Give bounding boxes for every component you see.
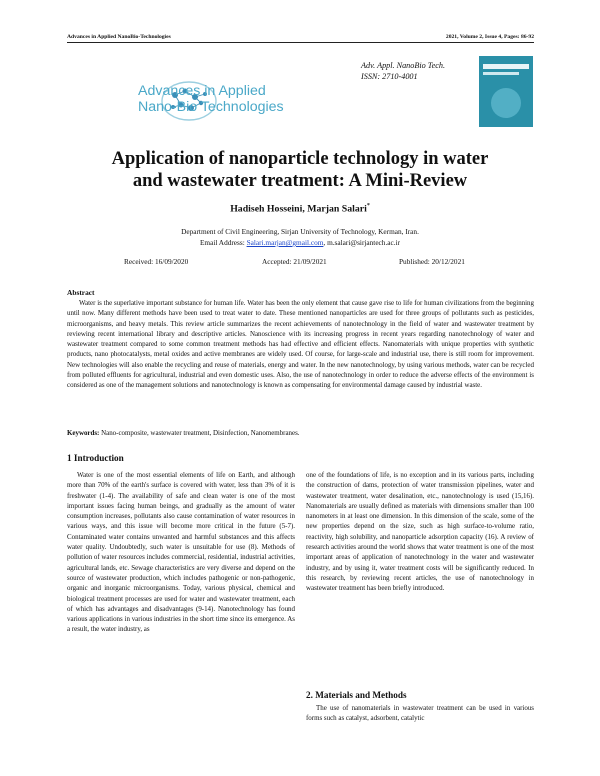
published-date: Published: 20/12/2021 [399,257,465,266]
accepted-date: Accepted: 21/09/2021 [262,257,327,266]
keywords-list: Nano-composite, wastewater treatment, Disinfection, Nanomembranes. [101,429,300,437]
section-1-heading: 1 Introduction [67,453,124,463]
email-separator: , [323,238,326,247]
intro-column-left [67,470,295,635]
affiliation: Department of Civil Engineering, Sirjan University of Technology, Kerman, Iran. [181,227,419,236]
intro-column-right [306,470,534,594]
affiliation-block [60,226,540,248]
journal-abbreviation [361,60,445,82]
methods-column [306,703,534,724]
title-line-2: and wastewater treatment: A Mini-Review [132,171,468,191]
logo-text-line1: Advances in Applied [138,83,266,99]
abstract-text: Water is the superlative important substance for human life. Water has been the only element that cause gave rise to life for human civilizations from the beginning until now. Many different methods have been used to treat water to date. These mentioned nanoparticles are used for three groups of pollutants such as pesticides, microorganisms, and heavy metals. This review article summarizes the recent achievements of nanotechnology in the field of water and wastewater treatment by reviewing recent international library and descriptive articles. Nanoscience with its increasing progress in recent years regarding nanotechnology of water and wastewater treatment compared to some common treatment methods has had effective and efficient effects. Nanomaterials with unique properties with synthetic products, nano photocatalysts, metal oxides and active membranes are widely used. Of course, for large-scale and industrial use, there is still room for improvement. New technologies will also enable the recycling and reuse of materials, energy and water. In the new nanotechnology, by using various methods, water can be recycled from polluted effluents for agricultural, industrial and even domestic uses. Also, the use of nanotechnology in order to reduce the adverse effects of the environment is considered as one of the management solutions and nanotechnology is known as compensating for environmental damage caused by industrial waste. [67,299,534,389]
section-2-heading: 2. Materials and Methods [306,690,407,700]
abstract-heading: Abstract [67,288,95,297]
journal-abbr-text: Adv. Appl. NanoBio Tech. [361,61,445,70]
intro-paragraph-left: Water is one of the most essential elements of life on Earth, and although more than 70% of the earth's surface is covered with water, less than 3% of it is freshwater (1-4). The availability of safe and clean water is one of the most important issues facing human beings, and gradually as the amount of water consumption increases, pollutants also cause contamination of water resources in various ways, and this issue will become more critical in the future (5-7). Contaminated water contains unwanted and harmful substances and this affects water quality. Undoubtedly, such water is unsuitable for use (8). Methods of pollution of water resources includes commercial, residential, industrial activities, agricultural lands, etc. Sewage characteristics are very diverse and depend on the source of wastewater production, which includes pathogenic or non-pathogenic, organic and inorganic microorganisms. Today, various physical, chemical and biological treatment processes are used for water and wastewater treatment, each of which has advantages and disadvantages (9-14). Nanotechnology has found various applications in various industries in the short time since its emergence. As a result, the water industry, as [67,471,295,634]
header-rule [67,42,534,43]
email-2: m.salari@sirjantech.ac.ir [327,238,401,247]
corresponding-mark: * [366,203,370,209]
journal-issn: ISSN: 2710-4001 [361,72,418,81]
running-header-journal: Advances in Applied NanoBio-Technologies [67,34,171,40]
article-title [60,148,540,192]
abstract-body [67,298,534,390]
authors-text: Hadiseh Hosseini, Marjan Salari [230,203,367,215]
intro-paragraph-right: one of the foundations of life, is no exception and in its various parts, including the construction of dams, protection of water transmission pipelines, water and wastewater treatment, water desalination, etc., nanotechnology is used (15,16). Nanomaterials are usually defined as materials with dimensions smaller than 100 nanometers in at least one dimension. In this dimension of the scale, some of the new properties depend on the size, such as high surface-to-volume ratio, reactivity, high solubility, and nanoparticle adsorption capacity (16). A review of research activities around the world shows that water treatment is one of the most important areas of application of nanotechnology in the water and wastewater industry, and by using it, water treatment costs will be significantly reduced. In this research, by reviewing recent articles, the use of nanotechnology in wastewater treatment has been briefly introduced. [306,471,534,593]
email-label: Email Address: [199,238,245,247]
email-line [60,237,540,248]
title-line-1: Application of nanoparticle technology in water [111,149,489,169]
methods-paragraph: The use of nanomaterials in wastewater treatment can be used in various forms such as catalyst, adsorbent, catalytic [306,704,534,723]
author-list [60,203,540,214]
keywords [67,429,534,437]
logo-text-line2: Nano-Bio Technologies [138,99,284,115]
keywords-label: Keywords: [67,429,100,437]
journal-cover-image [479,56,533,127]
received-date: Received: 16/09/2020 [124,257,189,266]
email-link-1[interactable]: Salari.marjan@gmail.com [246,238,324,247]
running-header-issue: 2021, Volume 2, Issue 4, Pages: 86-92 [445,34,534,40]
